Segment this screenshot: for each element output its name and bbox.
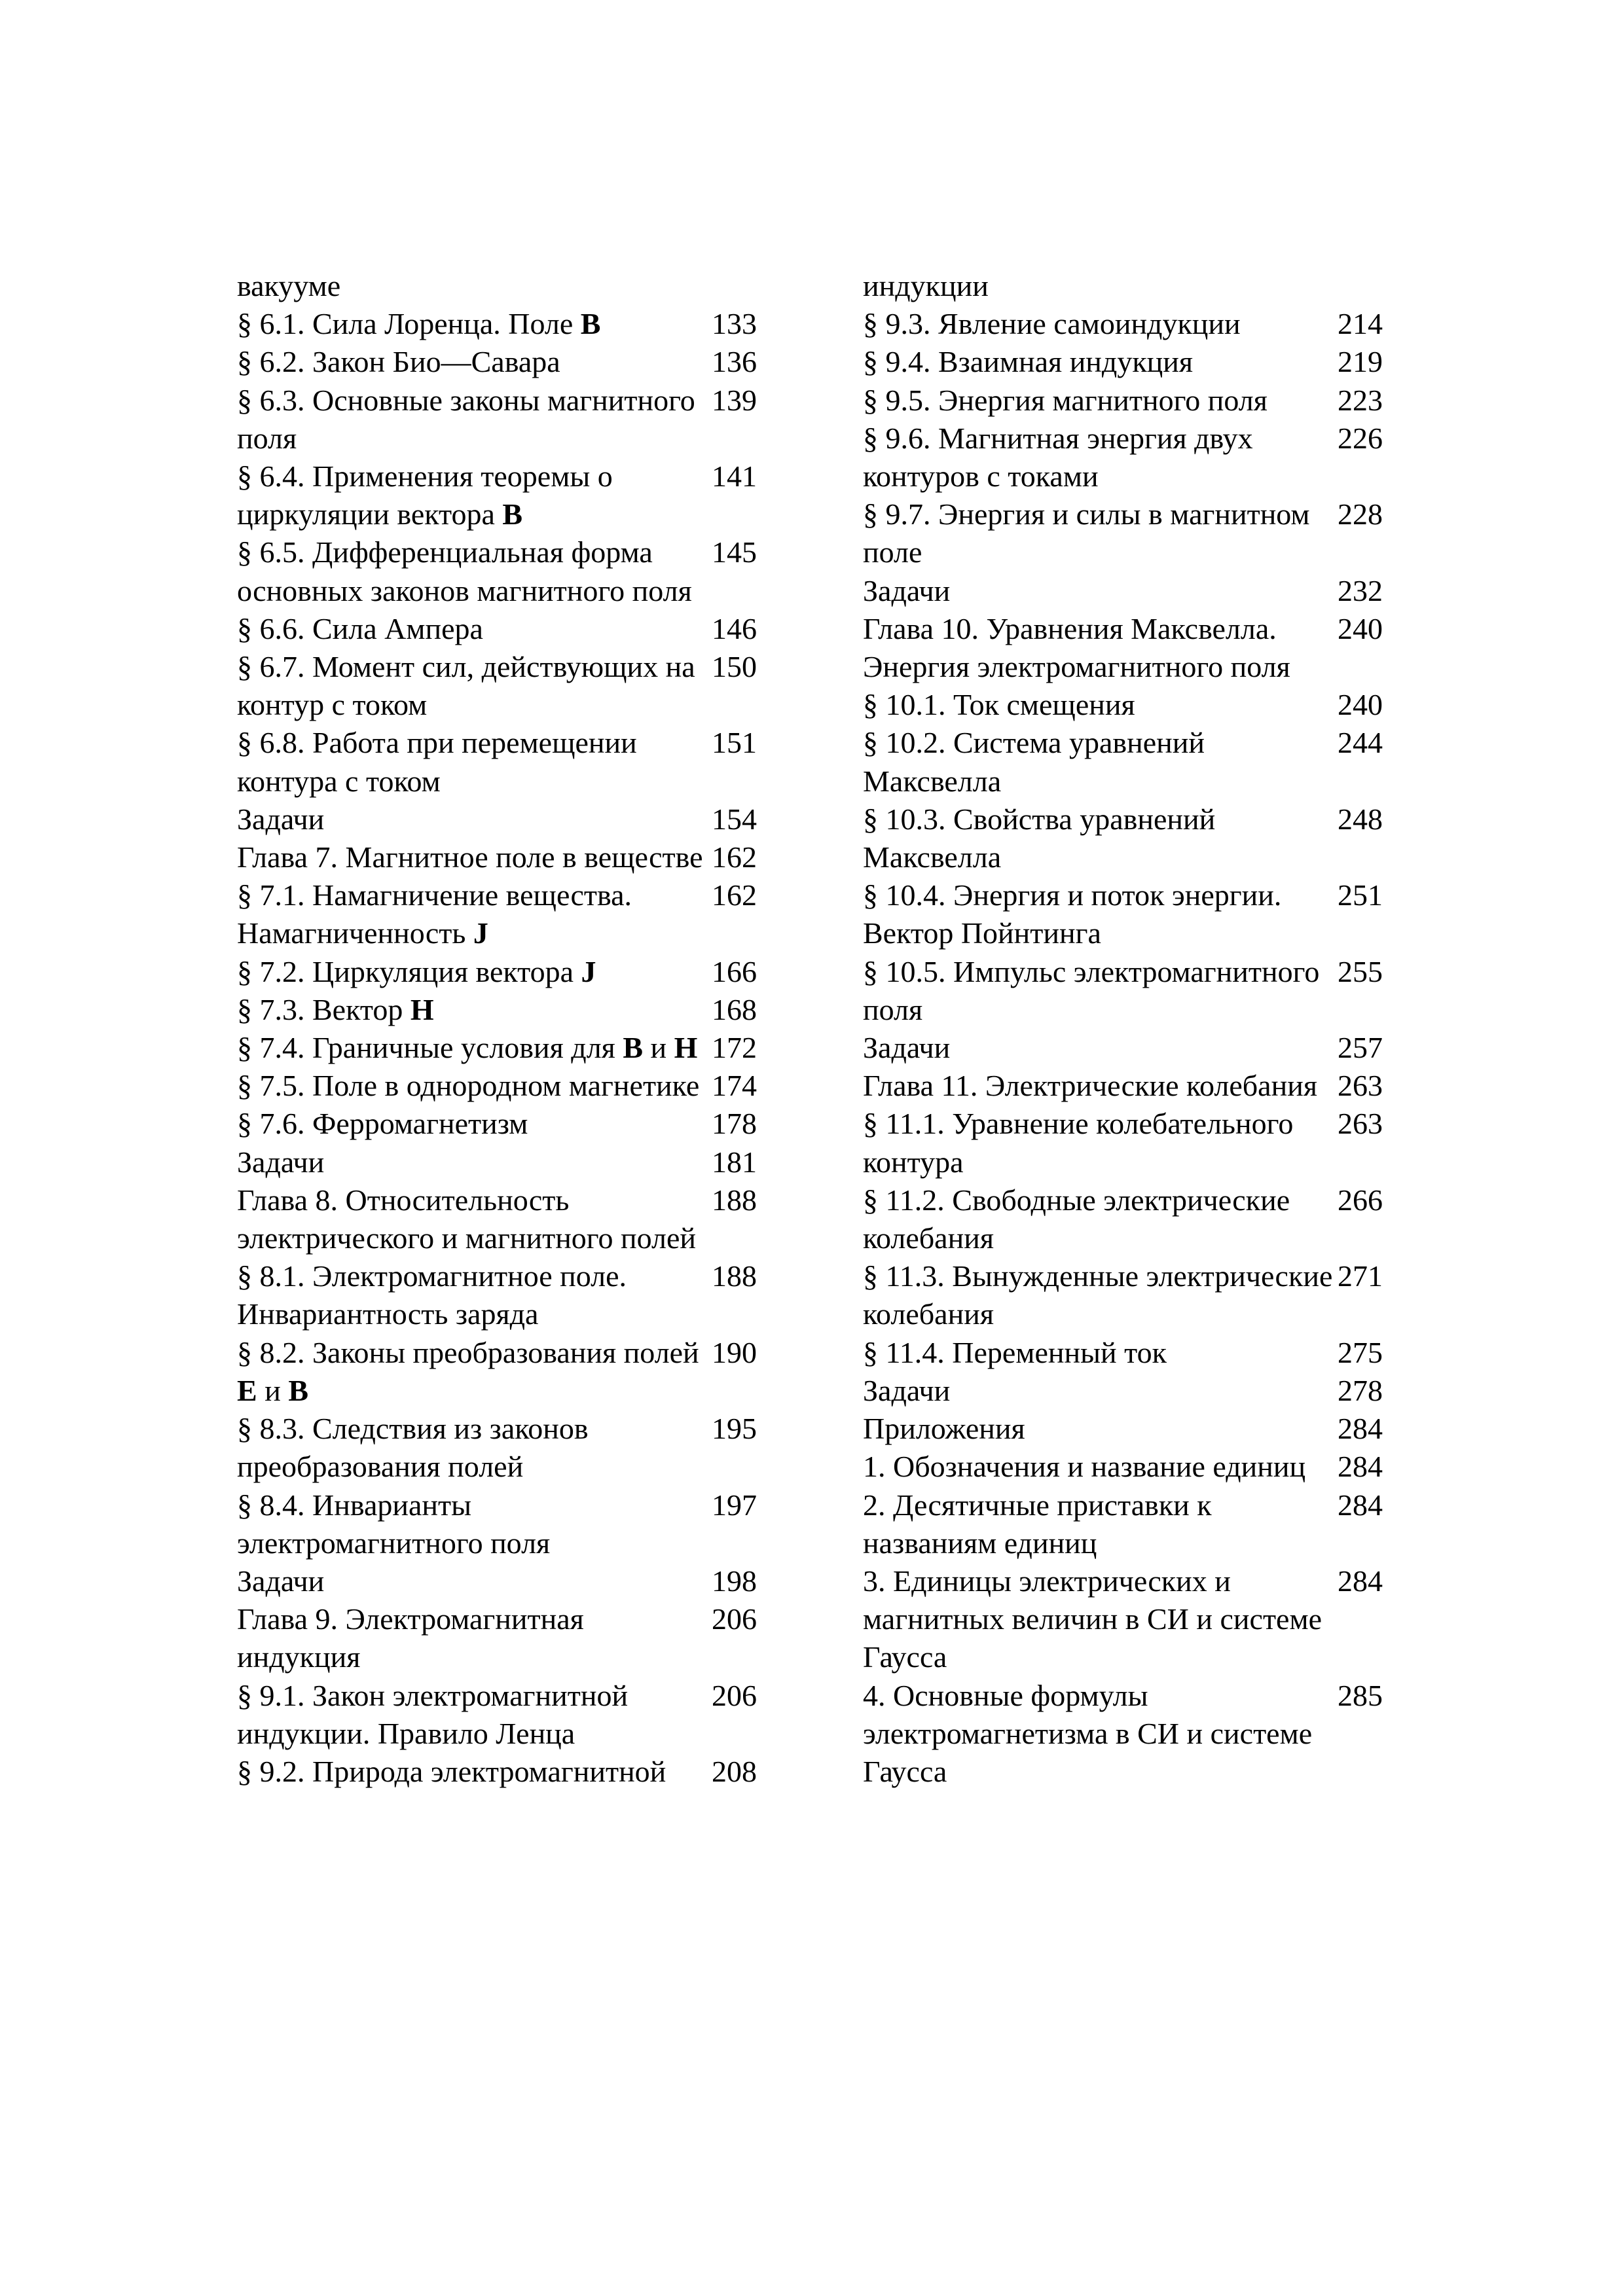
- toc-entry-page: 141: [712, 459, 757, 493]
- toc-entry[interactable]: [237, 991, 780, 1029]
- toc-entry[interactable]: [237, 1029, 780, 1067]
- toc-entry-text: § 8.4. Инварианты электромагнитного поля: [237, 1488, 551, 1560]
- toc-entry-text: § 11.3. Вынужденные электрические колебания: [863, 1259, 1333, 1331]
- toc-entry-title: [863, 1181, 1338, 1257]
- toc-entry-page: 174: [712, 1069, 757, 1103]
- toc-entry-page: 166: [712, 954, 757, 988]
- toc-entry-page: 232: [1338, 573, 1383, 607]
- toc-entry-page: 248: [1338, 802, 1383, 836]
- toc-entry-page: 244: [1338, 726, 1383, 760]
- toc-entry-text: 4. Основные формулы электромагнетизма в СИ и системе Гаусса: [863, 1678, 1313, 1788]
- toc-entry[interactable]: [237, 305, 780, 343]
- toc-entry[interactable]: [863, 382, 1406, 420]
- toc-entry[interactable]: [863, 1448, 1406, 1486]
- toc-entry-page: 172: [712, 1031, 757, 1065]
- toc-entry[interactable]: [237, 1257, 780, 1333]
- toc-entry-text-tail: и: [643, 1031, 674, 1065]
- toc-entry-symbol: H: [674, 1031, 698, 1065]
- toc-entry-symbol: B: [288, 1373, 308, 1407]
- toc-entry[interactable]: [863, 572, 1406, 610]
- toc-entry-title: [237, 267, 712, 305]
- toc-entry-text: § 11.2. Свободные электрические колебания: [863, 1183, 1290, 1255]
- toc-entry-page: 198: [712, 1564, 757, 1598]
- toc-entry-page: 188: [712, 1183, 757, 1217]
- toc-entry-title: [863, 800, 1338, 876]
- toc-entry-text: индукции: [863, 269, 989, 302]
- toc-entry[interactable]: [237, 1562, 780, 1600]
- toc-entry-page: 285: [1338, 1678, 1383, 1712]
- toc-entry-symbol: E: [237, 1373, 257, 1407]
- toc-entry[interactable]: [863, 420, 1406, 495]
- toc-entry-text: § 10.5. Импульс электромагнитного поля: [863, 954, 1320, 1026]
- toc-entry-page: 251: [1338, 878, 1383, 912]
- toc-entry-page: 151: [712, 726, 757, 760]
- toc-entry[interactable]: [863, 876, 1406, 952]
- toc-entry-symbol: H: [410, 992, 434, 1026]
- toc-entry[interactable]: [863, 1029, 1406, 1067]
- toc-entry-symbol: B: [580, 307, 601, 341]
- toc-entry-title: [237, 838, 712, 876]
- toc-entry-page: 271: [1338, 1259, 1383, 1293]
- toc-right-column: [863, 267, 1406, 1791]
- toc-entry-title: [237, 533, 712, 609]
- toc-entry-page: 284: [1338, 1564, 1383, 1598]
- toc-entry-text: § 10.2. Система уравнений Максвелла: [863, 726, 1205, 798]
- toc-entry-text: § 7.3. Вектор: [237, 992, 410, 1026]
- toc-entry-text: Задачи: [863, 1373, 951, 1407]
- toc-entry[interactable]: [237, 1753, 780, 1791]
- toc-entry-page: 206: [712, 1602, 757, 1636]
- toc-entry-page: 255: [1338, 954, 1383, 988]
- toc-entry-page: 168: [712, 992, 757, 1026]
- toc-entry-title: [237, 991, 712, 1029]
- toc-entry-title: [237, 343, 712, 381]
- toc-entry-text: § 8.2. Законы преобразования полей: [237, 1335, 699, 1369]
- toc-entry[interactable]: [237, 457, 780, 533]
- toc-entry-page: 228: [1338, 497, 1383, 531]
- toc-entry-title: [863, 1448, 1338, 1486]
- toc-entry-text: § 6.6. Сила Ампера: [237, 611, 483, 645]
- toc-entry-title: [237, 1600, 712, 1676]
- toc-entry[interactable]: [237, 876, 780, 952]
- toc-entry-text: § 7.2. Циркуляция вектора: [237, 954, 581, 988]
- toc-entry-title: [237, 648, 712, 724]
- toc-entry-text: 2. Десятичные приставки к названиям единиц: [863, 1488, 1212, 1560]
- toc-entry-text: § 6.7. Момент сил, действующих на контур с током: [237, 650, 695, 722]
- toc-entry-page: 223: [1338, 383, 1383, 417]
- toc-entry[interactable]: [237, 382, 780, 457]
- toc-entry[interactable]: [237, 953, 780, 991]
- toc-entry-title: [863, 1486, 1338, 1562]
- toc-entry[interactable]: [863, 1105, 1406, 1181]
- toc-entry-title: [863, 305, 1338, 343]
- toc-entry-text: § 10.3. Свойства уравнений Максвелла: [863, 802, 1216, 874]
- toc-entry-text: Приложения: [863, 1412, 1025, 1446]
- toc-entry-page: 275: [1338, 1335, 1383, 1369]
- toc-entry-page: 266: [1338, 1183, 1383, 1217]
- toc-entry-symbol: J: [581, 954, 596, 988]
- toc-entry-text: Глава 8. Относительность электрического и магнитного полей: [237, 1183, 697, 1255]
- toc-entry-page: 178: [712, 1107, 757, 1141]
- toc-left-column: [237, 267, 780, 1791]
- toc-entry-text: Задачи: [237, 802, 325, 836]
- toc-entry-text: § 9.7. Энергия и силы в магнитном поле: [863, 497, 1310, 569]
- toc-entry[interactable]: [237, 267, 780, 305]
- toc-entry[interactable]: [237, 724, 780, 800]
- toc-entry-title: [237, 724, 712, 800]
- toc-entry-title: [863, 382, 1338, 420]
- toc-entry-title: [863, 1067, 1338, 1105]
- toc-entry-text: § 6.3. Основные законы магнитного поля: [237, 383, 695, 455]
- toc-entry-title: [863, 724, 1338, 800]
- toc-entry[interactable]: [863, 1181, 1406, 1257]
- toc-entry-title: [237, 1677, 712, 1753]
- toc-entry-page: 214: [1338, 307, 1383, 341]
- toc-entry[interactable]: [863, 1410, 1406, 1448]
- toc-entry[interactable]: [863, 343, 1406, 381]
- toc-entry-text: § 9.4. Взаимная индукция: [863, 345, 1194, 379]
- toc-entry-title: [237, 1753, 712, 1791]
- toc-entry-title: [237, 1181, 712, 1257]
- toc-entry-title: [863, 420, 1338, 495]
- toc-entry-page: 206: [712, 1678, 757, 1712]
- toc-entry-text: Глава 11. Электрические колебания: [863, 1069, 1317, 1103]
- toc-entry-title: [863, 1562, 1338, 1677]
- toc-entry[interactable]: [237, 533, 780, 609]
- toc-entry-text: 1. Обозначения и название единиц: [863, 1450, 1306, 1484]
- toc-entry-page: 162: [712, 840, 757, 874]
- toc-entry-page: 181: [712, 1145, 757, 1179]
- toc-entry[interactable]: [863, 1334, 1406, 1372]
- toc-entry-text: вакууме: [237, 269, 341, 302]
- toc-entry-title: [237, 1257, 712, 1333]
- toc-entry[interactable]: [863, 495, 1406, 571]
- toc-entry-text: Задачи: [863, 1031, 951, 1065]
- toc-entry-title: [237, 457, 712, 533]
- toc-entry-text-tail: и: [257, 1373, 289, 1407]
- toc-entry-page: 162: [712, 878, 757, 912]
- toc-entry-text: Задачи: [237, 1564, 325, 1598]
- toc-entry[interactable]: [237, 1410, 780, 1486]
- toc-entry[interactable]: [863, 1677, 1406, 1791]
- toc-entry-text: § 6.5. Дифференциальная форма основных законов магнитного поля: [237, 535, 692, 607]
- toc-entry-title: [237, 1029, 712, 1067]
- toc-entry-symbol: J: [473, 916, 488, 950]
- toc-entry[interactable]: [237, 838, 780, 876]
- toc-entry-title: [863, 610, 1338, 686]
- toc-entry[interactable]: [863, 1486, 1406, 1562]
- toc-entry-page: 257: [1338, 1031, 1383, 1065]
- toc-entry-text: § 7.5. Поле в однородном магнетике: [237, 1069, 700, 1103]
- toc-entry-title: [863, 953, 1338, 1029]
- toc-entry-page: 195: [712, 1412, 757, 1446]
- toc-entry-text: § 7.4. Граничные условия для: [237, 1031, 623, 1065]
- toc-entry[interactable]: [237, 1067, 780, 1105]
- toc-entry[interactable]: [237, 1600, 780, 1676]
- toc-entry-page: 139: [712, 383, 757, 417]
- toc-entry-title: [863, 267, 1338, 305]
- toc-entry-page: 278: [1338, 1373, 1383, 1407]
- toc-entry-page: 284: [1338, 1450, 1383, 1484]
- toc-entry-text: § 10.1. Ток смещения: [863, 688, 1135, 722]
- toc-entry[interactable]: [863, 610, 1406, 686]
- toc-entry-page: 136: [712, 345, 757, 379]
- toc-entry-text: 3. Единицы электрических и магнитных величин в СИ и системе Гаусса: [863, 1564, 1322, 1674]
- toc-entry-text: § 9.6. Магнитная энергия двух контуров с токами: [863, 421, 1253, 493]
- toc-entry-page: 284: [1338, 1412, 1383, 1446]
- toc-entry-title: [237, 610, 712, 648]
- toc-entry-text: § 6.8. Работа при перемещении контура с током: [237, 726, 637, 798]
- toc-entry-title: [237, 1410, 712, 1486]
- toc-entry-page: 150: [712, 650, 757, 684]
- toc-entry-title: [237, 1486, 712, 1562]
- toc-entry-text: § 8.3. Следствия из законов преобразования полей: [237, 1412, 589, 1484]
- toc-entry-text: § 10.4. Энергия и поток энергии. Вектор Пойнтинга: [863, 878, 1282, 950]
- toc-entry-page: 284: [1338, 1488, 1383, 1522]
- toc-entry[interactable]: [863, 267, 1406, 305]
- toc-entry-page: 146: [712, 611, 757, 645]
- toc-entry-text: § 9.2. Природа электромагнитной: [237, 1754, 666, 1788]
- toc-entry-page: 188: [712, 1259, 757, 1293]
- toc-entry-page: 240: [1338, 611, 1383, 645]
- toc-entry[interactable]: [237, 1105, 780, 1143]
- toc-entry[interactable]: [237, 1677, 780, 1753]
- toc-entry-page: 154: [712, 802, 757, 836]
- toc-entry-title: [863, 1257, 1338, 1333]
- toc-entry-title: [237, 382, 712, 457]
- toc-entry-title: [863, 572, 1338, 610]
- toc-entry-text: Глава 7. Магнитное поле в веществе: [237, 840, 703, 874]
- toc-entry-page: 219: [1338, 345, 1383, 379]
- toc-entry-text: Глава 10. Уравнения Максвелла. Энергия электромагнитного поля: [863, 611, 1290, 684]
- toc-entry-title: [863, 1334, 1338, 1372]
- toc-entry-title: [237, 1067, 712, 1105]
- toc-entry[interactable]: [863, 800, 1406, 876]
- toc-entry-page: 263: [1338, 1069, 1383, 1103]
- toc-entry-title: [237, 1334, 712, 1410]
- toc-entry[interactable]: [237, 648, 780, 724]
- toc-entry[interactable]: [863, 953, 1406, 1029]
- toc-entry-title: [237, 876, 712, 952]
- toc-entry-page: 197: [712, 1488, 757, 1522]
- toc-entry[interactable]: [237, 1486, 780, 1562]
- toc-entry-title: [863, 495, 1338, 571]
- toc-entry-text: § 11.4. Переменный ток: [863, 1335, 1167, 1369]
- toc-entry-title: [863, 686, 1338, 724]
- toc-entry-symbol: B: [502, 497, 523, 531]
- toc-entry-text: Задачи: [237, 1145, 325, 1179]
- toc-entry-page: 240: [1338, 688, 1383, 722]
- toc-entry-title: [863, 876, 1338, 952]
- toc-entry-page: 190: [712, 1335, 757, 1369]
- toc-entry-title: [863, 1105, 1338, 1181]
- toc-entry[interactable]: [237, 800, 780, 838]
- toc-entry-title: [863, 1372, 1338, 1410]
- toc-entry-title: [237, 800, 712, 838]
- toc-entry-title: [863, 343, 1338, 381]
- toc-entry-text: § 6.4. Применения теоремы о циркуляции вектора: [237, 459, 613, 531]
- toc-entry-title: [237, 1143, 712, 1181]
- toc-entry-text: § 9.1. Закон электромагнитной индукции. Правило Ленца: [237, 1678, 629, 1750]
- toc-entry[interactable]: [863, 1372, 1406, 1410]
- toc-entry[interactable]: [237, 343, 780, 381]
- toc-entry-page: 226: [1338, 421, 1383, 455]
- toc-entry-text: § 7.6. Ферромагнетизм: [237, 1107, 528, 1141]
- toc-entry[interactable]: [863, 1257, 1406, 1333]
- toc-entry-title: [237, 305, 712, 343]
- toc-entry-text: § 6.1. Сила Лоренца. Поле: [237, 307, 581, 341]
- toc-entry-title: [237, 1105, 712, 1143]
- toc-entry-page: 145: [712, 535, 757, 569]
- toc-entry-title: [237, 1562, 712, 1600]
- toc-entry-text: Задачи: [863, 573, 951, 607]
- toc-entry[interactable]: [237, 610, 780, 648]
- toc-entry-title: [863, 1410, 1338, 1448]
- toc-entry-text: Глава 9. Электромагнитная индукция: [237, 1602, 584, 1674]
- toc-entry-title: [863, 1677, 1338, 1791]
- toc-entry-text: § 6.2. Закон Био—Савара: [237, 345, 560, 379]
- toc-entry-text: § 9.3. Явление самоиндукции: [863, 307, 1241, 341]
- toc-entry[interactable]: [863, 724, 1406, 800]
- toc-entry-text: § 9.5. Энергия магнитного поля: [863, 383, 1267, 417]
- toc-entry-title: [237, 953, 712, 991]
- toc-entry[interactable]: [863, 1562, 1406, 1677]
- toc-entry[interactable]: [237, 1181, 780, 1257]
- toc-entry-symbol: B: [623, 1031, 643, 1065]
- toc-entry-page: 133: [712, 307, 757, 341]
- toc-entry-title: [863, 1029, 1338, 1067]
- toc-entry-text: § 8.1. Электромагнитное поле. Инвариантность заряда: [237, 1259, 627, 1331]
- toc-entry-page: 263: [1338, 1107, 1383, 1141]
- toc-entry-text: § 11.1. Уравнение колебательного контура: [863, 1107, 1294, 1179]
- toc-entry[interactable]: [237, 1334, 780, 1410]
- toc-entry[interactable]: [863, 1067, 1406, 1105]
- toc-entry-page: 208: [712, 1754, 757, 1788]
- toc-entry-text: § 7.1. Намагничение вещества. Намагниченность: [237, 878, 632, 950]
- toc-entry[interactable]: [863, 686, 1406, 724]
- toc-entry[interactable]: [863, 305, 1406, 343]
- toc-entry[interactable]: [237, 1143, 780, 1181]
